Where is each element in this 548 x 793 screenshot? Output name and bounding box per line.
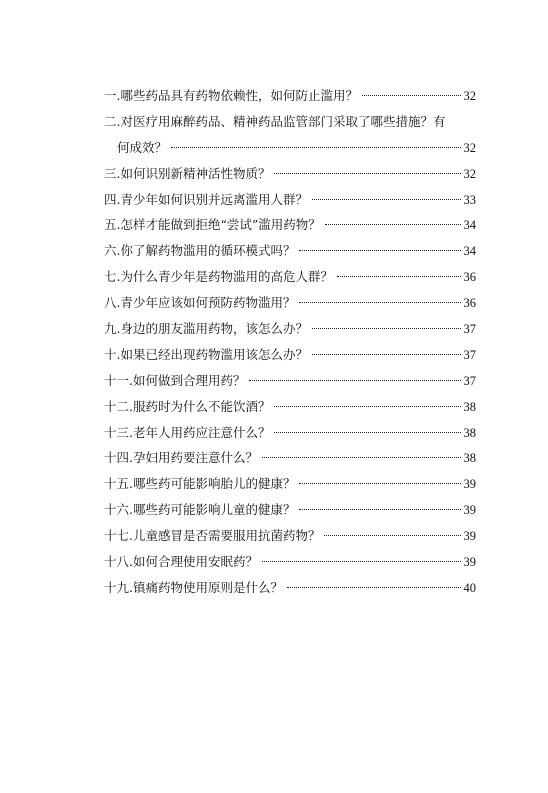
toc-entry-19[interactable] bbox=[104, 575, 476, 601]
toc-page-number: 39 bbox=[463, 477, 476, 492]
toc-leader-dots bbox=[299, 250, 460, 251]
toc-leader-dots bbox=[362, 95, 461, 96]
toc-leader-dots bbox=[312, 354, 461, 355]
toc-leader-dots bbox=[171, 147, 460, 148]
toc-page-number: 38 bbox=[463, 425, 476, 440]
toc-entry-title: 十六.哪些药可能影响儿童的健康？ bbox=[104, 502, 296, 518]
toc-entry-10[interactable] bbox=[104, 342, 476, 368]
toc-leader-dots bbox=[324, 535, 460, 536]
toc-entry-title-line1: 二.对医疗用麻醉药品、精神药品监管部门采取了哪些措施？有 bbox=[104, 113, 446, 129]
toc-entry-title: 十九.镇痛药物使用原则是什么？ bbox=[104, 579, 283, 595]
toc-entry-title: 十五.哪些药可能影响胎儿的健康？ bbox=[104, 476, 296, 492]
toc-page-number: 37 bbox=[463, 373, 476, 388]
toc-page-number: 36 bbox=[463, 296, 476, 311]
toc-leader-dots bbox=[299, 483, 460, 484]
toc-entry-18[interactable] bbox=[104, 549, 476, 575]
toc-entry-title: 十三.老年人用药应注意什么？ bbox=[104, 424, 271, 440]
toc-entry-4[interactable] bbox=[104, 187, 476, 213]
toc-page-number: 32 bbox=[463, 89, 476, 103]
toc-entry-title: 十二.服药时为什么不能饮酒？ bbox=[104, 398, 271, 414]
toc-entry-14[interactable] bbox=[104, 445, 476, 471]
toc-leader-dots bbox=[274, 173, 460, 174]
toc-entry-5[interactable] bbox=[104, 212, 476, 238]
toc-page-number: 39 bbox=[463, 529, 476, 544]
toc-entry-line2 bbox=[104, 135, 476, 161]
toc-page-number: 37 bbox=[463, 322, 476, 337]
toc-entry-title: 七.为什么青少年是药物滥用的高危人群？ bbox=[104, 269, 333, 285]
toc-page-number: 38 bbox=[463, 451, 476, 466]
toc-page-number: 33 bbox=[463, 192, 476, 207]
toc-leader-dots bbox=[299, 302, 460, 303]
toc-entry-1[interactable] bbox=[104, 83, 476, 109]
toc-entry-15[interactable] bbox=[104, 471, 476, 497]
toc-entry-title: 十四.孕妇用药要注意什么？ bbox=[104, 450, 258, 466]
toc-leader-dots bbox=[274, 432, 460, 433]
toc-page-number: 32 bbox=[463, 140, 476, 155]
toc-entry-title: 五.怎样才能做到拒绝“尝试”滥用药物？ bbox=[104, 217, 321, 233]
toc-leader-dots bbox=[249, 380, 460, 381]
toc-entry-2[interactable] bbox=[104, 109, 476, 161]
toc-entry-title: 四.青少年如何识别并远离滥用人群？ bbox=[104, 191, 308, 207]
toc-entry-title-line2: 何成效？ bbox=[117, 139, 168, 155]
toc-entry-17[interactable] bbox=[104, 523, 476, 549]
toc-entry-12[interactable] bbox=[104, 394, 476, 420]
toc-entry-title: 八.青少年应该如何预防药物滥用？ bbox=[104, 295, 296, 311]
toc-entry-title: 十一.如何做到合理用药？ bbox=[104, 372, 246, 388]
toc-page-number: 39 bbox=[463, 555, 476, 570]
toc-leader-dots bbox=[262, 561, 461, 562]
toc-page-number: 34 bbox=[463, 218, 476, 233]
toc-leader-dots bbox=[287, 587, 461, 588]
toc-page-number: 38 bbox=[463, 399, 476, 414]
toc-entry-title: 六.你了解药物滥用的循环模式吗？ bbox=[104, 243, 296, 259]
toc-entry-7[interactable] bbox=[104, 264, 476, 290]
toc-leader-dots bbox=[274, 406, 460, 407]
toc-entry-title: 一.哪些药品具有药物依赖性，如何防止滥用？ bbox=[104, 88, 358, 103]
table-of-contents bbox=[104, 83, 476, 601]
toc-entry-title: 十.如果已经出现药物滥用该怎么办？ bbox=[104, 346, 308, 362]
toc-entry-16[interactable] bbox=[104, 497, 476, 523]
toc-leader-dots bbox=[312, 199, 461, 200]
toc-entry-13[interactable] bbox=[104, 420, 476, 446]
toc-entry-3[interactable] bbox=[104, 161, 476, 187]
toc-leader-dots bbox=[299, 509, 460, 510]
toc-entry-9[interactable] bbox=[104, 316, 476, 342]
toc-entry-title: 三.如何识别新精神活性物质？ bbox=[104, 165, 271, 181]
toc-page-number: 39 bbox=[463, 503, 476, 518]
toc-page-number: 32 bbox=[463, 166, 476, 181]
toc-entry-8[interactable] bbox=[104, 290, 476, 316]
toc-page-number: 37 bbox=[463, 347, 476, 362]
toc-entry-title: 十七.儿童感冒是否需要服用抗菌药物？ bbox=[104, 528, 321, 544]
toc-entry-title: 九.身边的朋友滥用药物，该怎么办？ bbox=[104, 321, 308, 337]
toc-page-number: 34 bbox=[463, 244, 476, 259]
toc-leader-dots bbox=[325, 224, 461, 225]
toc-leader-dots bbox=[337, 276, 461, 277]
toc-leader-dots bbox=[312, 328, 461, 329]
toc-entry-title: 十八.如何合理使用安眠药？ bbox=[104, 554, 258, 570]
toc-page-number: 40 bbox=[463, 580, 476, 595]
toc-entry-11[interactable] bbox=[104, 368, 476, 394]
toc-leader-dots bbox=[262, 457, 461, 458]
toc-entry-6[interactable] bbox=[104, 238, 476, 264]
toc-page-number: 36 bbox=[463, 270, 476, 285]
